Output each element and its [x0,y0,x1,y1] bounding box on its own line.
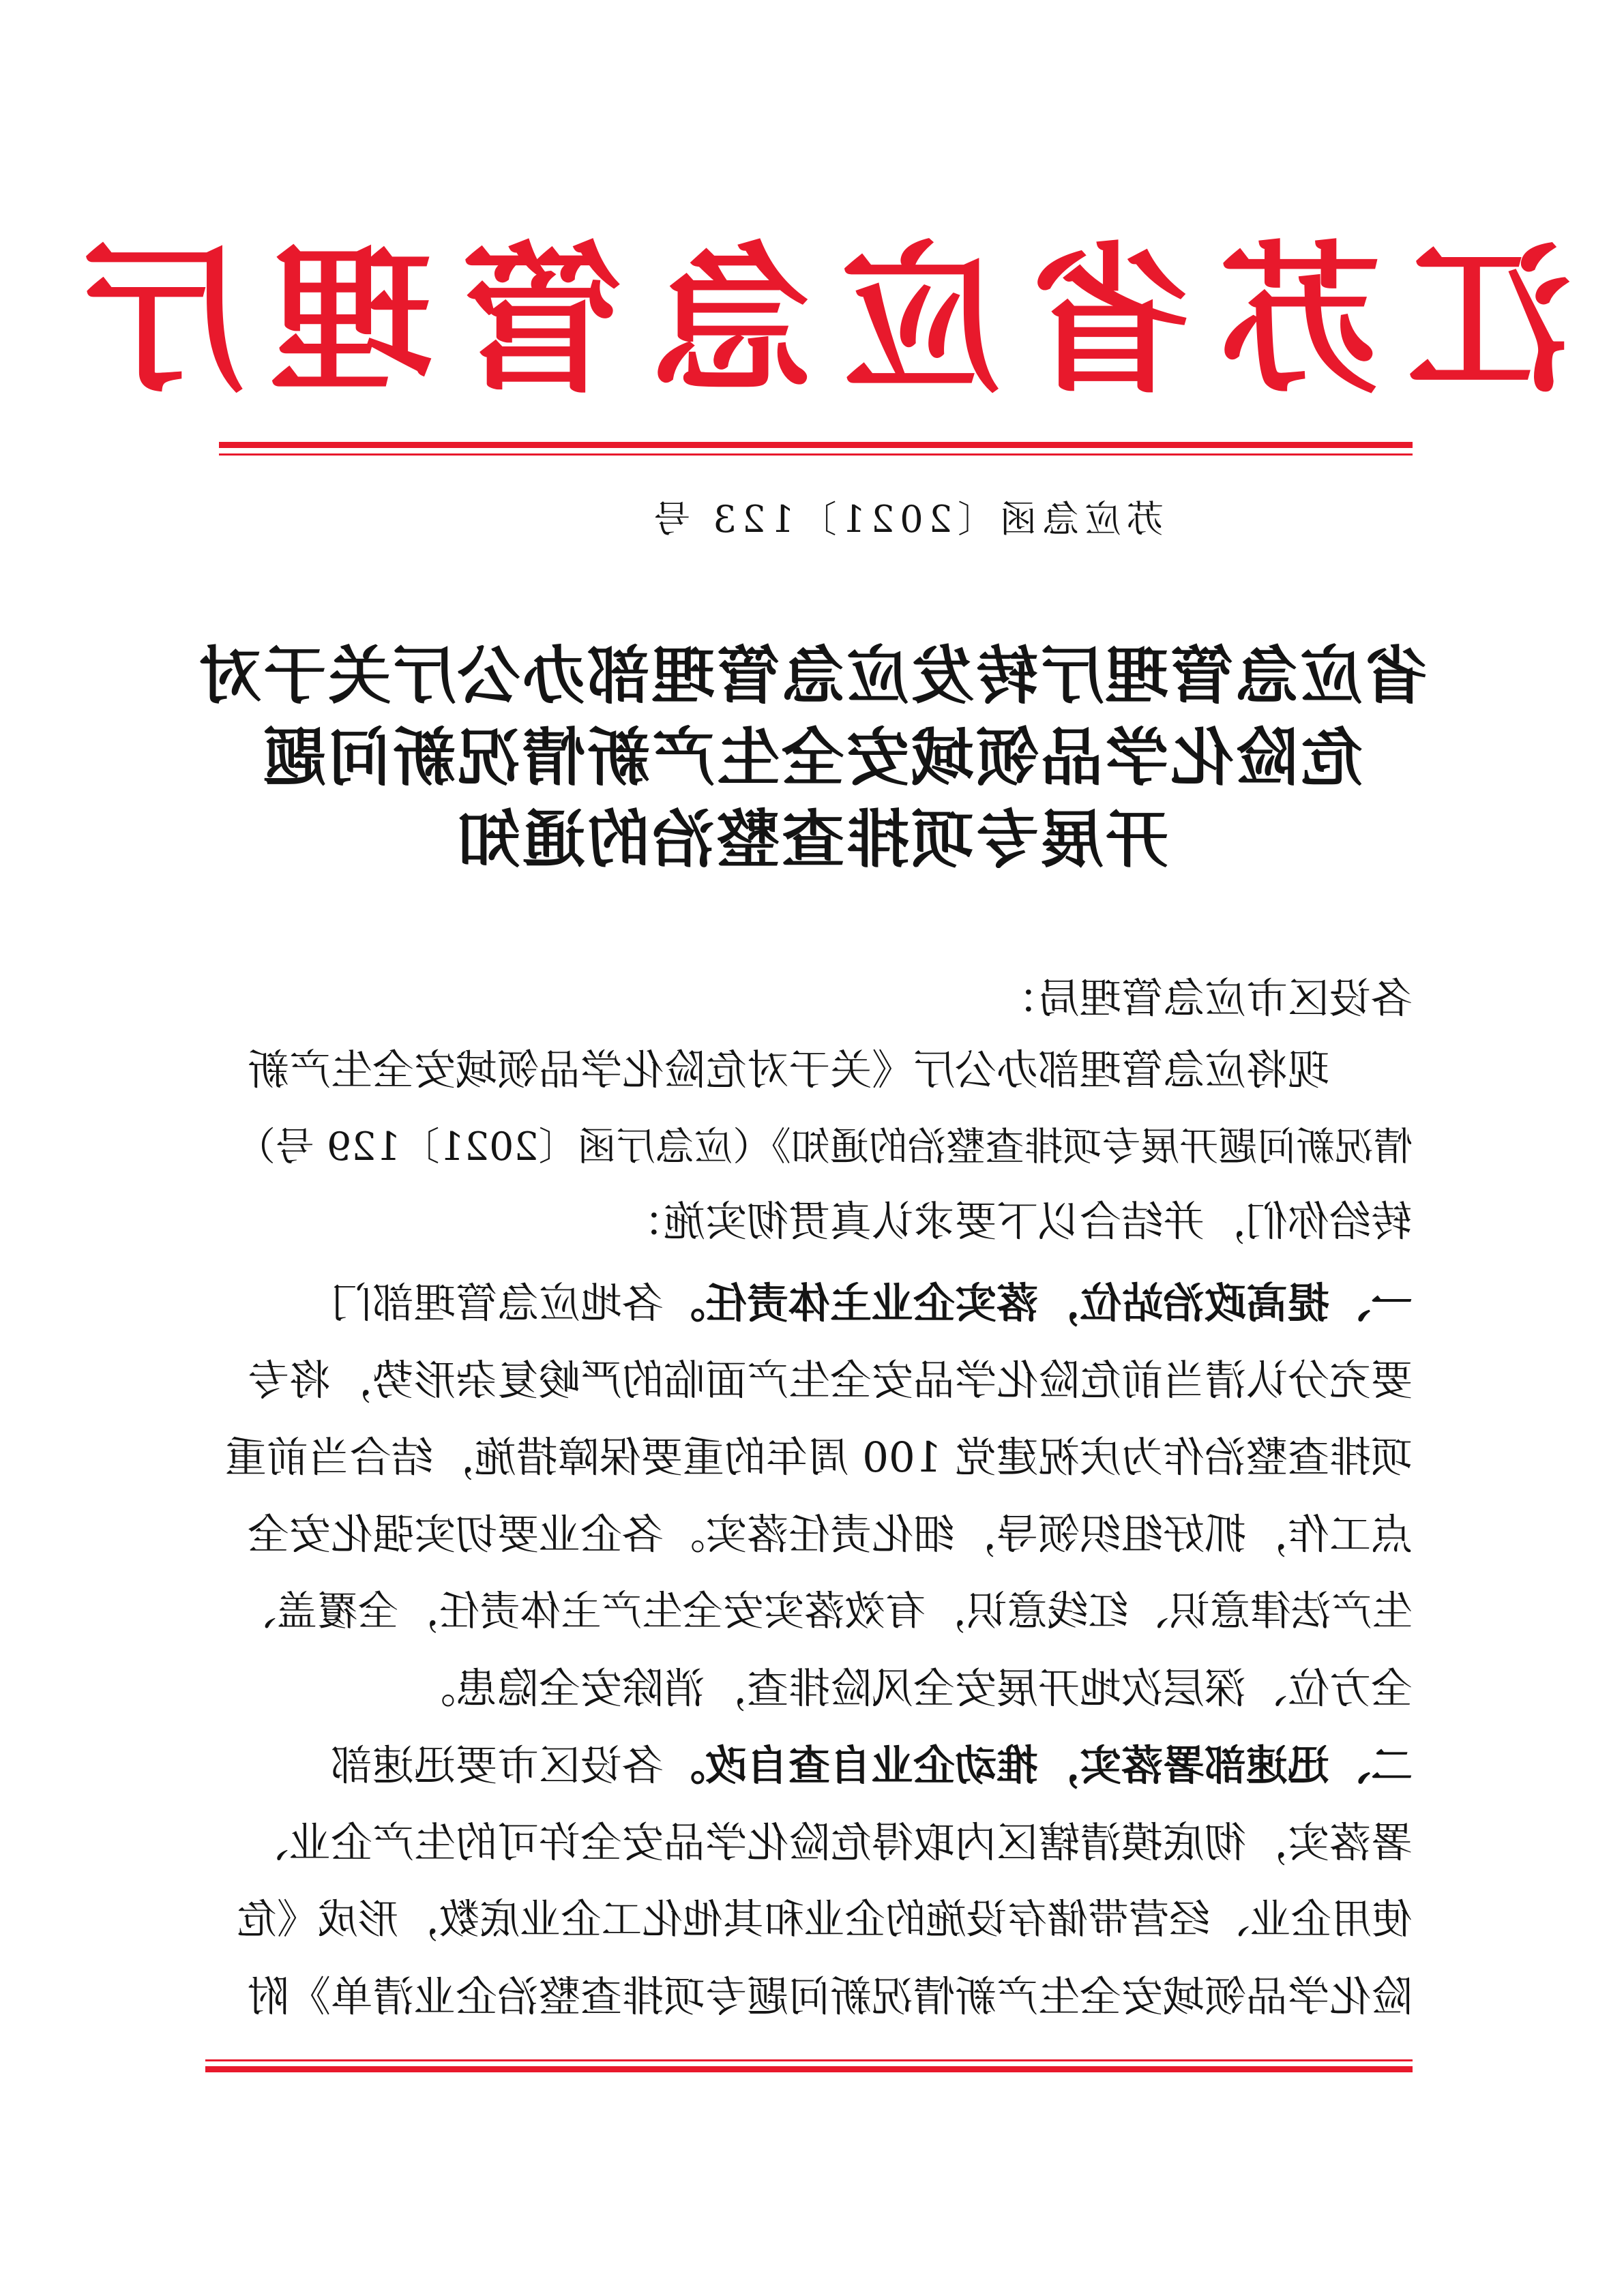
body-line: 险化学品领域安全生产新情况新问题专项排查整治企业清单》附 [247,1973,1413,2021]
body-line: 情况新问题开展专项排查整治的通知》（应急厅函〔2021〕129 号） [236,1124,1413,1169]
section-one-first-line [212,1277,1413,1331]
agency-masthead: 江苏省应急管理厅 [53,226,1571,415]
body-line: 全方位、深层次地开展安全风险排查，消除安全隐患。 [413,1665,1413,1713]
footer-rule-thick [205,2066,1413,2072]
body-line: 现将应急管理部办公厅《关于对危险化学品领域安全生产新 [247,1046,1329,1094]
section-two-lead: 各设区市要迅速部 [330,1742,664,1790]
body-line: 点工作，抓好组织领导，细化责任落实。各企业要切实强化安全 [247,1510,1413,1559]
footer-rule-thin [205,2059,1413,2061]
section-two-heading: 二、迅速部署落实，推动企业自查自改。 [663,1742,1413,1790]
section-two-first-line [212,1739,1413,1793]
document-title-line-3: 开展专项排查整治的通知 [456,803,1169,876]
section-one-heading: 一、提高政治站位，落实企业主体责任。 [663,1279,1413,1328]
body-line: 转给你们，并结合以下要求认真贯彻实施： [621,1197,1413,1246]
body-line: 项排查整治作为庆祝建党 100 周年的重要保障措施，结合当前重 [224,1433,1413,1482]
body-line: 使用企业、经营带储存设施的企业和其他化工企业底数，形成《危 [236,1896,1413,1943]
document-title-line-2: 危险化学品领域安全生产新情况新问题 [261,721,1363,794]
header-rule-thin [219,453,1413,456]
document-title-line-1: 省应急管理厅转发应急管理部办公厅关于对 [196,639,1428,713]
body-line: 署落实，彻底摸清辖区内取得危险化学品安全许可的生产企业、 [247,1819,1413,1867]
body-line: 生产法律意识、红线意识，有效落实安全生产主体责任，全覆盖、 [236,1588,1413,1635]
header-rule-thick [219,442,1413,448]
salutation: 各设区市应急管理局： [996,974,1413,1023]
section-one-lead: 各地应急管理部门 [330,1279,664,1328]
document-number: 苏应急函〔2021〕123 号 [648,498,1164,541]
body-line: 要充分认清当前危险化学品安全生产面临的严峻复杂形势，将专 [247,1356,1413,1405]
